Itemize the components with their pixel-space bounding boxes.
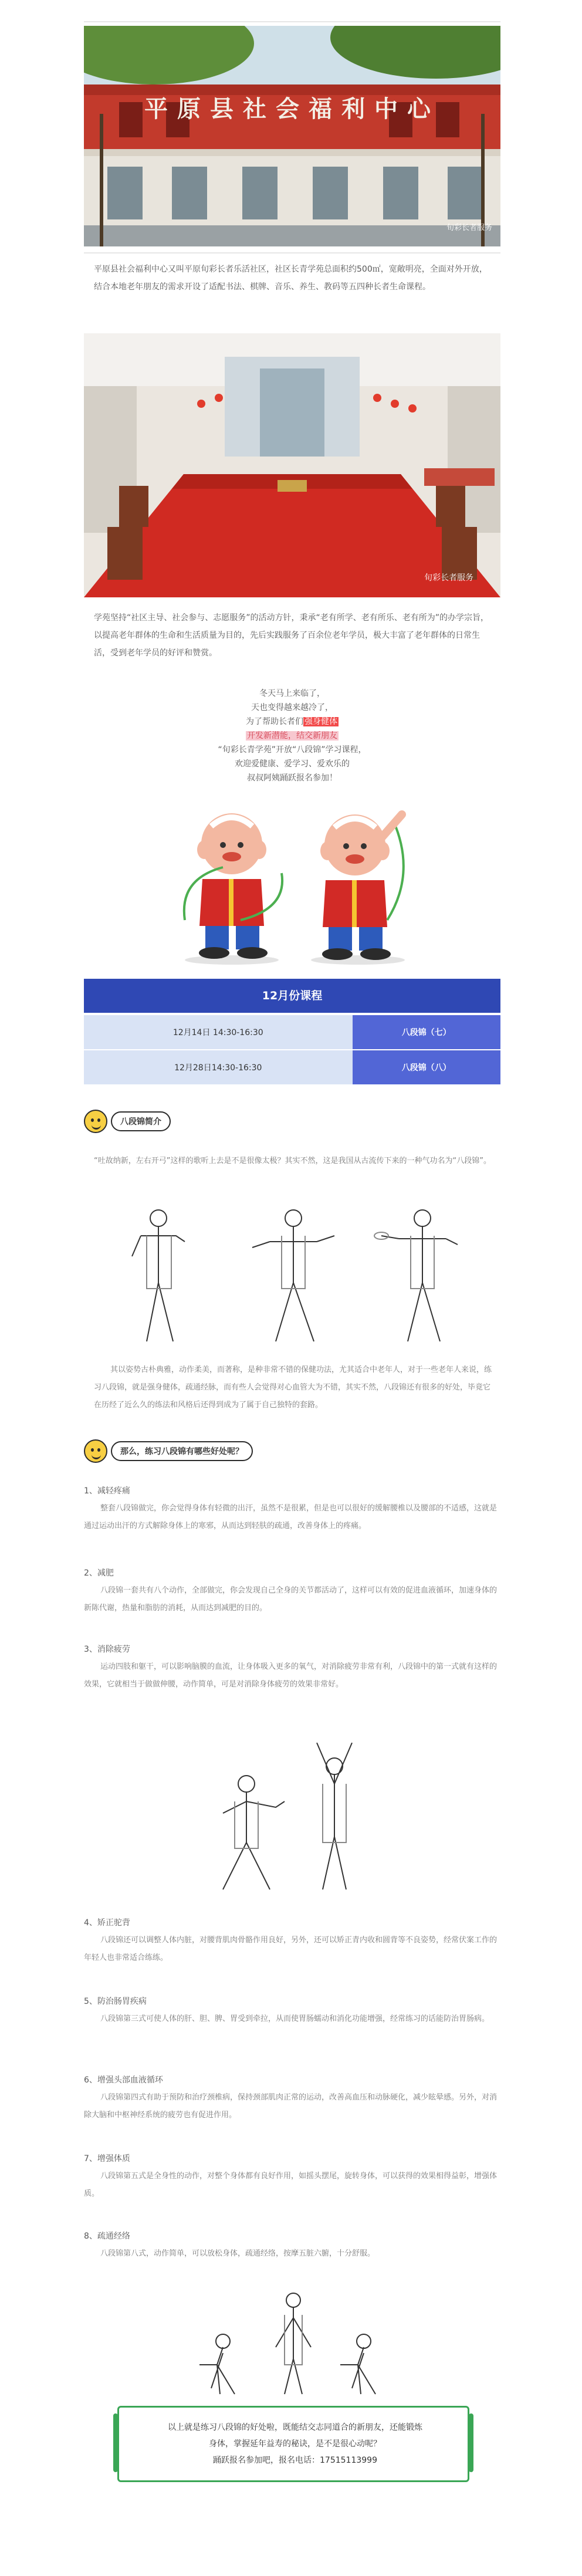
- invite-line-3-text: 为了帮助长者们: [246, 717, 303, 726]
- benefit-title: 2、减肥: [84, 1568, 114, 1578]
- baduanjin-poses: [106, 1201, 481, 1353]
- invite-highlight: 强身健体: [304, 717, 337, 726]
- benefit-body: 八段锦一套共有八个动作，全部做完，你会发现自己全身的关节都活动了，这样可以有效的促进血液循环，加速身体的新陈代谢，热量和脂肪的消耗，从而达到减肥的目的。: [84, 1586, 498, 1612]
- cartoon-illustration: [170, 803, 422, 967]
- invite-line-1: 冬天马上来临了，: [259, 689, 325, 698]
- benefit-body: 八段锦第八式，动作简单，可以放松身体，疏通经络，按摩五脏六腑，十分舒服。: [100, 2249, 375, 2258]
- cta-line-2: 身体，掌握延年益寿的秘诀，是不是很心动呢？: [209, 2439, 381, 2449]
- invite-line-6: 欢迎爱健康、爱学习、爱欢乐的: [235, 759, 350, 769]
- section1-body: 其以姿势古朴典雅，动作柔美，而著称，是种非常不错的保健功法，尤其适合中老年人，对于一些老年人来说，练习八段锦，就是强身健体，疏通经脉，而有些人会觉得对心血管大为不错，其实不然，八段锦还有很多的好处，毕竟它在历经了近么久的练法和风格后还得到成为了属于自己独特的套路。: [94, 1365, 492, 1409]
- benefit-title: 5、防治肠胃疾病: [84, 1997, 147, 2006]
- grandpa-cartoon: [170, 803, 422, 967]
- benefit-body: 八段锦第五式是全身性的动作，对整个身体都有良好作用，如摇头摆尾，旋转身体，可以获得的效果相得益彰，增强体质。: [84, 2172, 498, 2198]
- exercise-figures-3: [188, 2288, 399, 2400]
- section1-heading: 八段锦简介: [111, 1111, 171, 1131]
- schedule-course: 八段锦（七）: [353, 1015, 501, 1050]
- section2-header: [84, 1438, 253, 1465]
- hall-illustration: [84, 333, 500, 597]
- section1-quote: “吐故纳新，左右开弓”这样的歌听上去是不是很像太极？其实不然，这是我国从古流传下来的一种气功名为“八段锦”。: [94, 1157, 491, 1165]
- smiley-icon: [84, 1110, 107, 1133]
- benefit-body: 八段锦第四式有助于预防和治疗颈椎病，保持颈部肌肉正常的运动，改善高血压和动脉硬化，减少眩晕感。另外，对消除大脑和中枢神经系统的疲劳也有促进作用。: [84, 2093, 498, 2119]
- benefit-title: 7、增强体质: [84, 2154, 130, 2163]
- hall-photo: [84, 333, 500, 597]
- benefit-title: 6、增强头部血液循环: [84, 2075, 163, 2085]
- baduanjin-poses-3: [188, 2288, 399, 2400]
- mission-paragraph: 学苑坚持“社区主导、社会参与、志愿服务”的活动方针，秉承“老有所学、老有所乐、老有所为”的办学宗旨，以提高老年群体的生命和生活质量为目的，先后实践服务了百余位老年学员，极大丰富了老年群体的日常生活，受到老年学员的好评和赞赏。: [94, 613, 489, 658]
- building-illustration: [84, 26, 500, 246]
- invite-line-4: [84, 729, 500, 743]
- smiley-icon: [84, 1439, 107, 1463]
- invite-line-2: 天也变得越来越冷了，: [251, 703, 333, 712]
- benefit-body: 八段锦还可以调整人体内脏，对腰背肌肉骨骼作用良好，另外，还可以矫正青内收和圆背等不良姿势，经常伏案工作的年轻人也非常适合练练。: [84, 1936, 498, 1962]
- section1-header: [84, 1108, 171, 1135]
- schedule-title: 12月份课程: [262, 989, 323, 1002]
- benefit-title: 8、疏通经络: [84, 2232, 130, 2241]
- invite-line-7: 叔叔阿姨踊跃报名参加！: [247, 773, 337, 783]
- benefit-title: 1、减轻疼痛: [84, 1486, 130, 1496]
- exercise-figures-1: [106, 1201, 481, 1353]
- schedule-table: [84, 1015, 500, 1084]
- schedule-time: 12月14日 14:30-16:30: [84, 1015, 353, 1050]
- top-divider: [84, 21, 500, 22]
- section2-heading: 那么，练习八段锦有哪些好处呢？: [111, 1441, 253, 1461]
- invite-line-3: [84, 715, 500, 729]
- baduanjin-poses-2: [199, 1737, 387, 1901]
- banner-watermark: 旬彩长者服务: [446, 224, 492, 232]
- benefit-body: 整套八段锦做完，你会觉得身体有轻微的出汗，虽然不是很累，但是也可以很好的缓解腰椎以及腰部的不适感，这就是通过运动出汗的方式解除身体上的寒邪，从而达到轻肤的疏通，改善身体上的疼痛。: [84, 1504, 498, 1530]
- cta-text: [131, 2419, 459, 2469]
- cta-line-3: 踊跃报名参加吧，报名电话：17515113999: [213, 2456, 377, 2465]
- benefit-body: 运动四肢和躯干，可以影响脑膜的血流，让身体吸入更多的氧气，对消除疲劳非常有利，八段锦中的第一式就有这样的效果，它就相当于做做伸腰，动作简单，可是对消除身体疲劳的效果非常好。: [84, 1662, 498, 1689]
- schedule-row: [84, 1050, 500, 1084]
- schedule-grid: [84, 1015, 500, 1084]
- hall-watermark: 旬彩长者服务: [424, 573, 473, 583]
- invite-highlight-pink: 开发新潜能，结交新朋友: [247, 731, 337, 741]
- benefit-title: 3、消除疲劳: [84, 1645, 130, 1654]
- invite-block: [84, 687, 500, 785]
- benefit-body: 八段锦第三式可使人体的肝、胆、脾、胃受到牵拉，从而使胃肠蠕动和消化功能增强，经常练习的话能防治胃肠病。: [100, 2014, 490, 2023]
- building-sign: 平原县社会福利中心: [144, 95, 440, 123]
- intro-paragraph: 平原县社会福利中心又叫平原旬彩长者乐活社区，社区长青学苑总面积约500㎡，宽敞明亮，全面对外开放，结合本地老年朋友的需求开设了适配书法、棋牌、音乐、养生、教码等五四种长者生命课程。: [94, 265, 488, 292]
- cta-line-1: 以上就是练习八段锦的好处啦，既能结交志同道合的新朋友，还能锻炼: [168, 2423, 422, 2432]
- banner-bottom-line: [84, 252, 500, 253]
- banner-photo: [84, 26, 500, 246]
- cta-corner-left: [113, 2413, 118, 2472]
- cta-frame: [117, 2406, 469, 2482]
- exercise-figures-2: [199, 1737, 387, 1901]
- invite-line-5: “旬彩长青学苑”开放“八段锦”学习课程，: [218, 745, 367, 755]
- cta-corner-right: [469, 2413, 473, 2472]
- schedule-row: [84, 1015, 500, 1050]
- benefit-title: 4、矫正驼背: [84, 1918, 130, 1928]
- schedule-time: 12月28日14:30-16:30: [84, 1050, 353, 1084]
- schedule-course: 八段锦（八）: [353, 1050, 501, 1084]
